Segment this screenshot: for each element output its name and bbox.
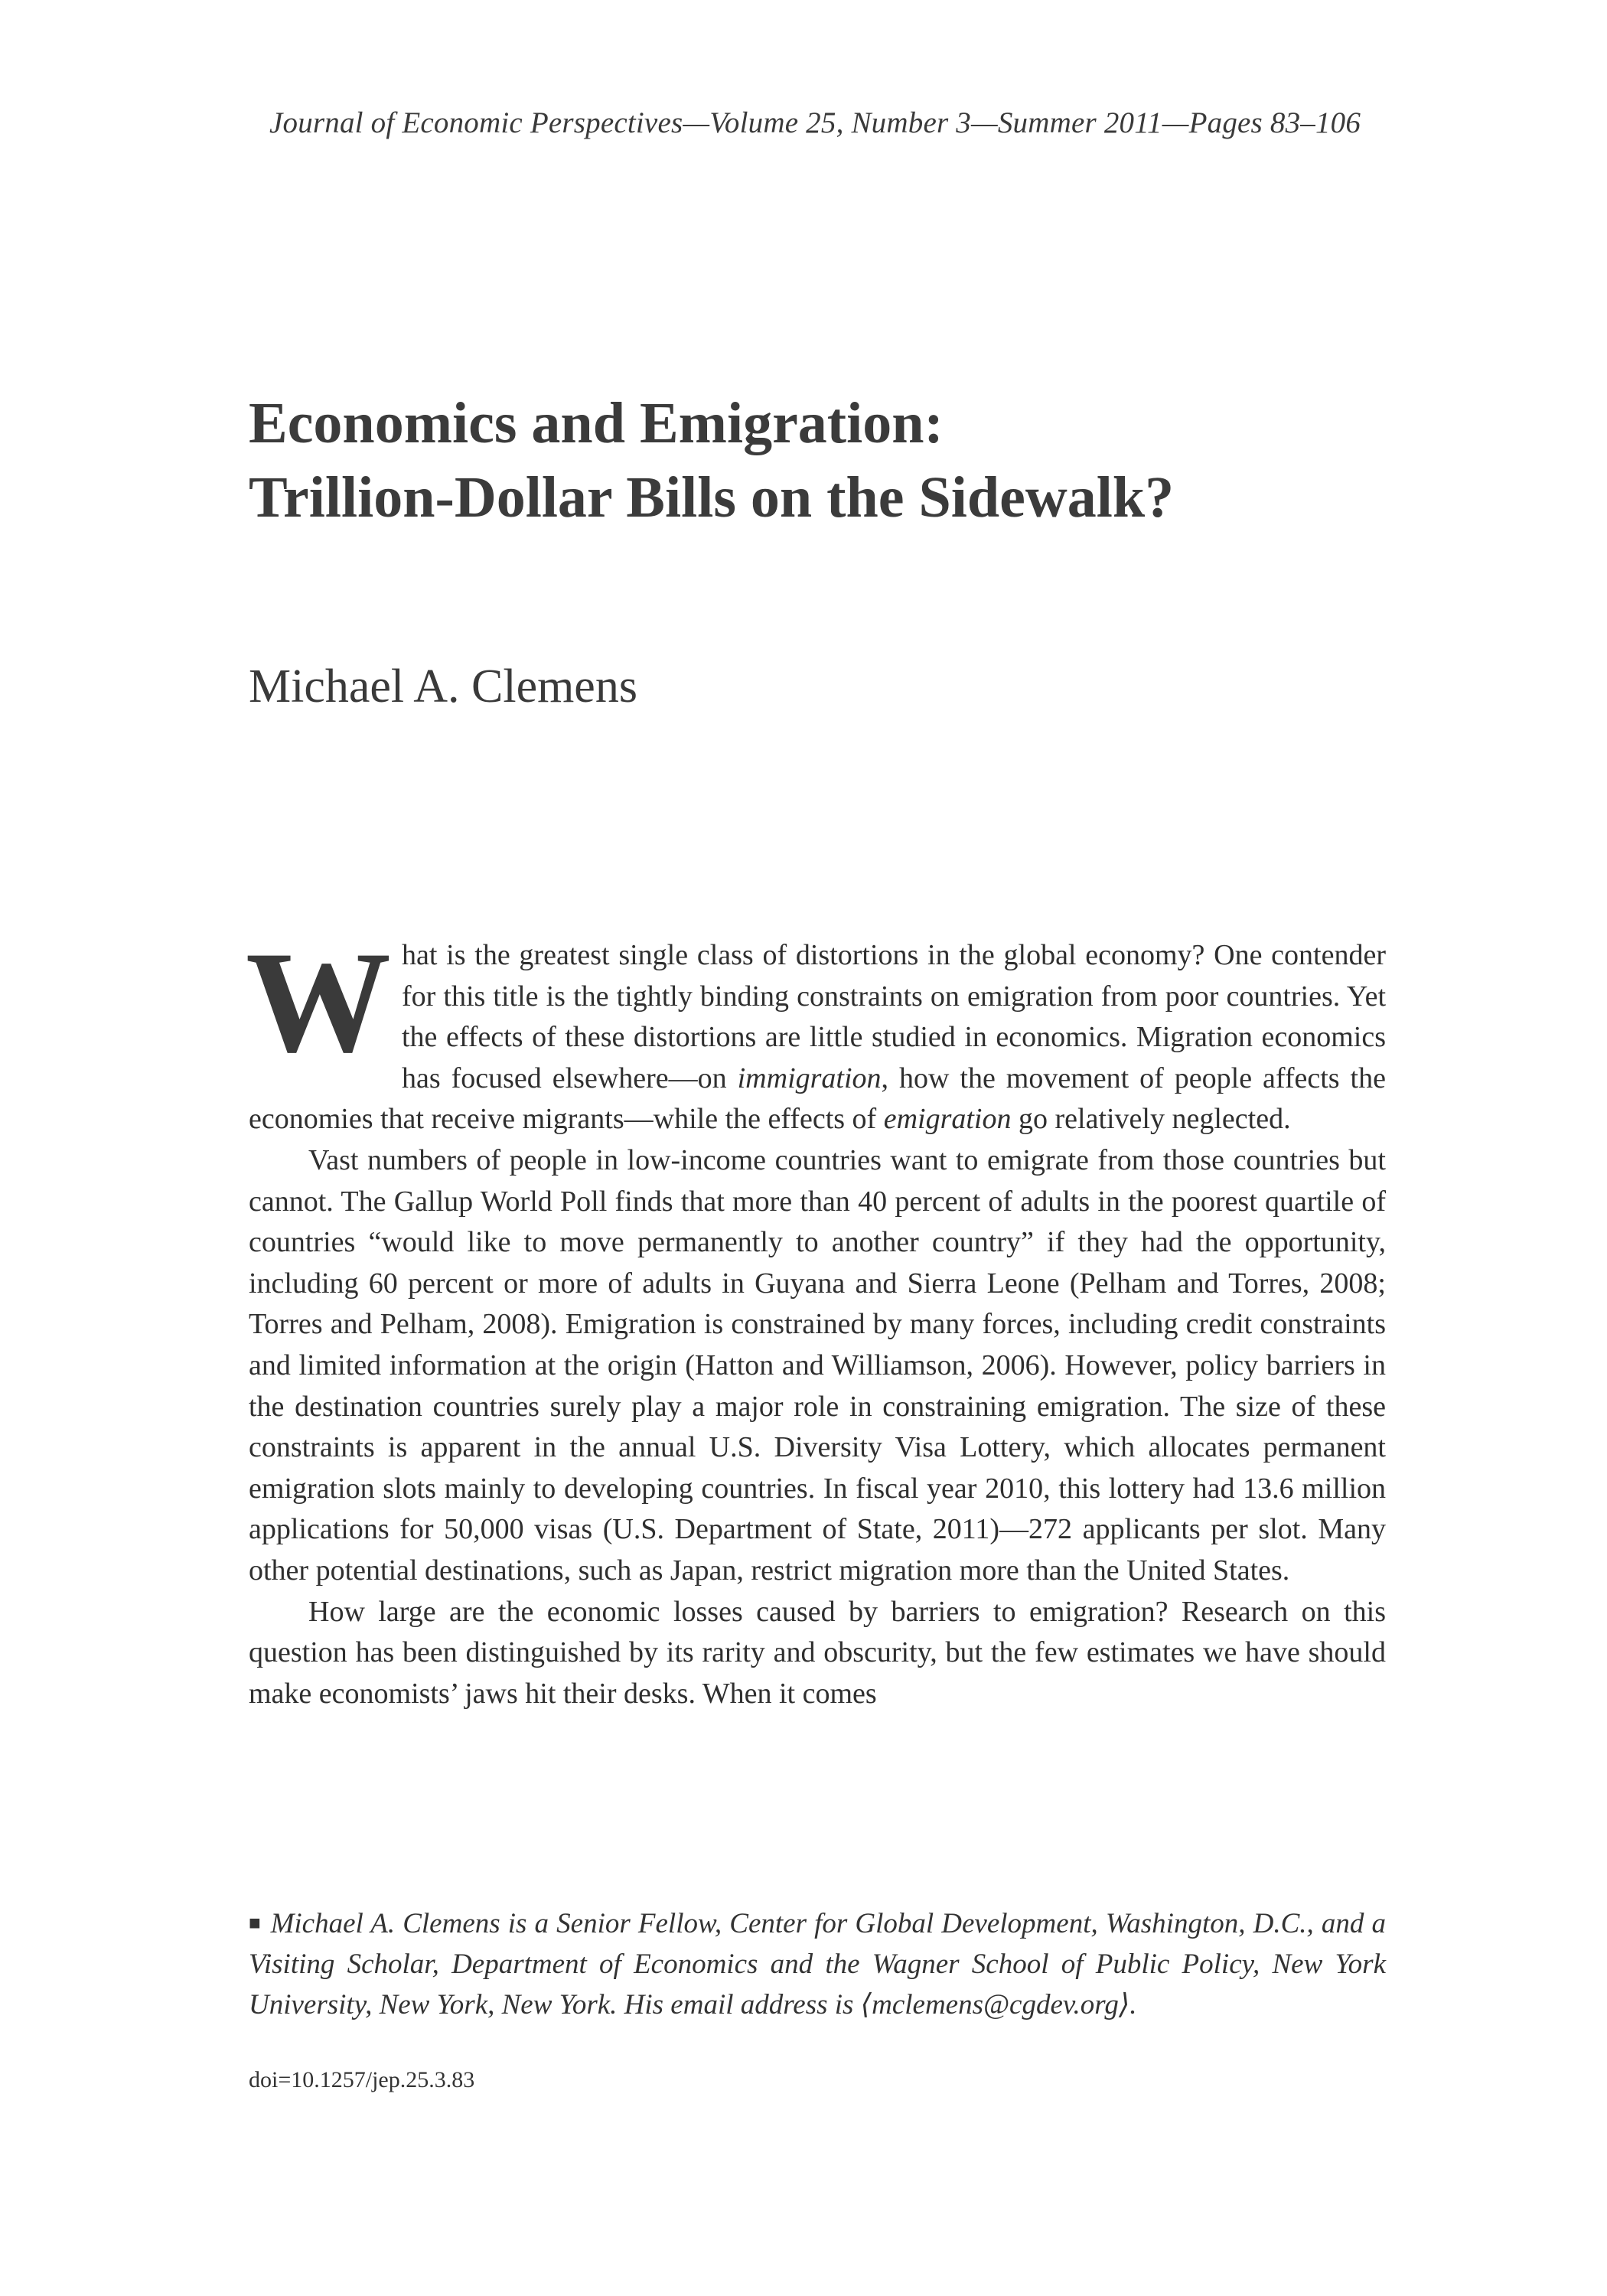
emphasis-immigration: immigration bbox=[737, 1062, 882, 1094]
author-footnote bbox=[249, 1903, 1386, 2025]
emphasis-emigration: emigration bbox=[883, 1103, 1012, 1136]
paragraph-2: Vast numbers of people in low-income countries want to emigrate from those countries but cannot. The Gallup World Poll finds that more than 40 percent of adults in the poorest quartile of countries “would like to move permanently to another country” if they had the opportunity, including 60 percent or more of adults in Guyana and Sierra Leone (Pelham and Torres, 2008; Torres and Pelham, 2008). Emigration is constrained by many forces, including credit constraints and limited information at the origin (Hatton and Williamson, 2006). However, policy barriers in the destination countries surely play a major role in constraining emigration. The size of these constraints is apparent in the annual U.S. Diversity Visa Lottery, which allocates permanent emigration slots mainly to developing countries. In fiscal year 2010, this lottery had 13.6 million applications for 50,000 visas (U.S. Department of State, 2011)—272 applicants per slot. Many other potential destinations, such as Japan, restrict migration more than the United States. bbox=[249, 1143, 1386, 1587]
article-title bbox=[249, 386, 1397, 535]
article-title-line-2: Trillion-Dollar Bills on the Sidewalk? bbox=[249, 465, 1175, 530]
paragraph-1 bbox=[246, 922, 1386, 1140]
article-body bbox=[246, 922, 1386, 1714]
author-name: Michael A. Clemens bbox=[249, 660, 637, 713]
doi-line: doi=10.1257/jep.25.3.83 bbox=[249, 2067, 475, 2092]
running-head: Journal of Economic Perspectives—Volume 25, Number 3—Summer 2011—Pages 83–106 bbox=[269, 106, 1361, 139]
paragraph-1-text-c: go relatively neglected. bbox=[1011, 1103, 1291, 1136]
article-title-line-1: Economics and Emigration: bbox=[249, 391, 944, 455]
paragraph-1-text-a: hat is the greatest single class of distortions in the global economy? One contender for this title is the tightly binding constraints on emigration from poor countries. Yet the effects of these distortions are little studied in economics. Migration economics has focused elsewhere—on bbox=[402, 939, 1386, 1094]
footnote-text: Michael A. Clemens is a Senior Fellow, Center for Global Development, Washington, D.C., and a Visiting Scholar, Department of Economics and the Wagner School of Public Policy, New York University, New York, New York. His email address is ⟨mclemens@cgdev.org⟩. bbox=[249, 1908, 1386, 2020]
paragraph-3: How large are the economic losses caused by barriers to emigration? Research on this question has been distinguished by its rarity and obscurity, but the few estimates we have should make economists’ jaws hit their desks. When it comes bbox=[249, 1595, 1386, 1710]
paragraph-1-text-b: , how the movement of people affects the economies that receive migrants—while the effects of bbox=[249, 1062, 1386, 1136]
drop-cap: W bbox=[246, 922, 391, 1083]
footnote-square-marker: ■ bbox=[249, 1912, 262, 1934]
